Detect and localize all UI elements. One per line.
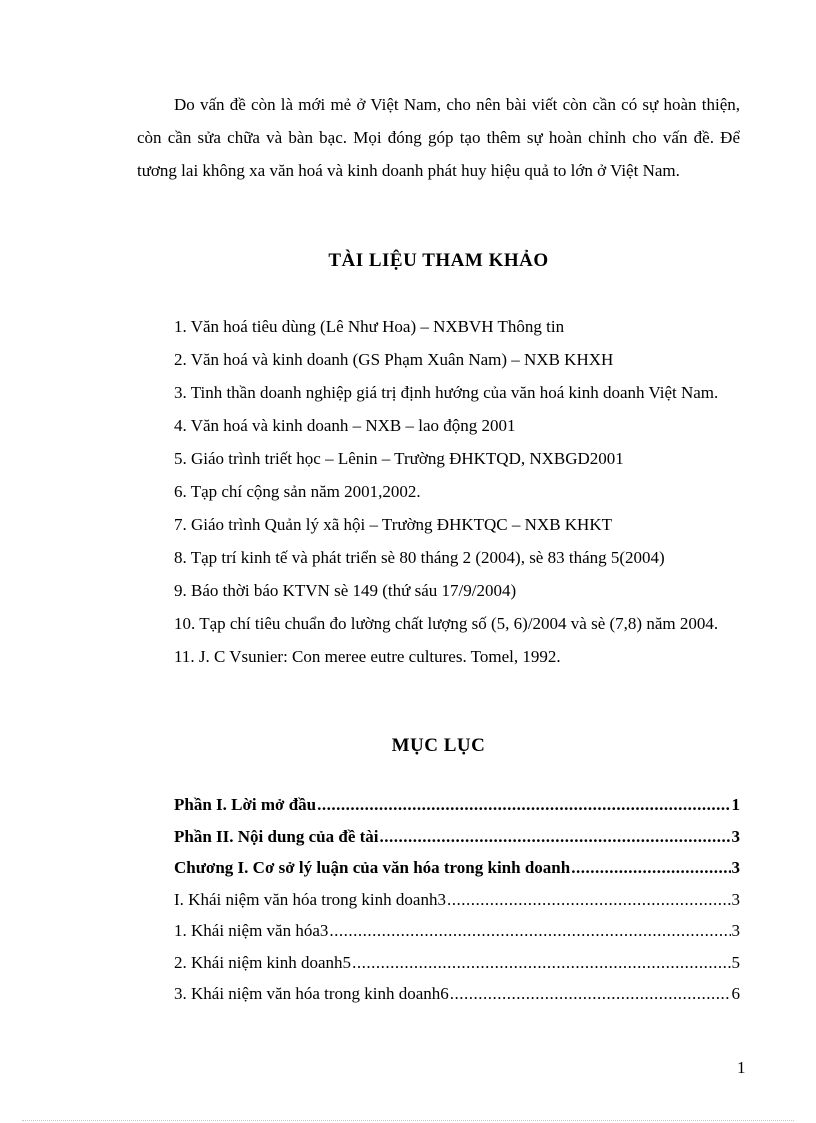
reference-item: 9. Báo thời báo KTVN sè 149 (thứ sáu 17/9/2004) [174,581,517,600]
reference-item: 6. Tạp chí cộng sản năm 2001,2002. [174,482,421,501]
toc-entry-page: 6 [731,984,740,1003]
toc-entry[interactable] [174,858,740,890]
toc-entry-text: Phần I. Lời mở đầu [174,795,317,814]
toc-entry-text: 3. Khái niệm văn hóa trong kinh doanh6 [174,984,449,1003]
toc-leader-dots [380,827,731,847]
toc-entry-page: 5 [731,952,740,972]
toc-entry-text: Chương I. Cơ sở lý luận của văn hóa trong kinh doanh [174,858,571,877]
toc-entry-text: 2. Khái niệm kinh doanh5 [174,952,352,972]
reference-item: 10. Tạp chí tiêu chuẩn đo lường chất lượng số (5, 6)/2004 và sè (7,8) năm 2004. [174,614,719,633]
reference-item: 5. Giáo trình triết học – Lênin – Trường ĐHKTQD, NXBGD2001 [174,449,624,468]
reference-item: 8. Tạp trí kinh tế và phát triển sè 80 tháng 2 (2004), sè 83 tháng 5(2004) [174,548,665,567]
toc-entry[interactable] [174,953,740,985]
toc-title: MỤC LỤC [391,735,486,756]
toc-leader-dots [317,795,730,815]
reference-item: 3. Tinh thần doanh nghiệp giá trị định hướng của văn hoá kinh doanh Việt Nam. [174,383,719,402]
toc-entry[interactable] [174,795,740,827]
toc-entry-page: 3 [731,826,740,846]
references-list [137,310,740,673]
page-number: 1 [737,1058,746,1077]
toc-entry-page: 3 [731,921,740,940]
page-bottom-divider [22,1120,794,1121]
reference-item: 7. Giáo trình Quản lý xã hội – Trường ĐHKTQC – NXB KHKT [174,515,612,534]
intro-section [137,88,740,187]
reference-item: 11. J. C Vsunier: Con meree eutre cultures. Tomel, 1992. [174,647,561,666]
toc-entry-page: 1 [731,795,740,814]
toc-entry-text: I. Khái niệm văn hóa trong kinh doanh3 [174,889,446,909]
toc-leader-dots [450,984,731,1004]
references-title: TÀI LIỆU THAM KHẢO [328,250,549,271]
toc-entry-text: Phần II. Nội dung của đề tài [174,826,379,846]
reference-item: 1. Văn hoá tiêu dùng (Lê Như Hoa) – NXBVH Thông tin [174,317,565,336]
toc-entry[interactable] [174,890,740,922]
table-of-contents [174,795,740,1016]
toc-entry-page: 3 [731,858,740,877]
reference-item: 4. Văn hoá và kinh doanh – NXB – lao động 2001 [174,416,516,435]
toc-entry[interactable] [174,827,740,859]
toc-leader-dots [571,858,730,878]
reference-item: 2. Văn hoá và kinh doanh (GS Phạm Xuân Nam) – NXB KHXH [174,350,614,369]
toc-entry-text: 1. Khái niệm văn hóa3 [174,921,329,940]
intro-paragraph: Do vấn đề còn là mới mẻ ở Việt Nam, cho nên bài viết còn cần có sự hoàn thiện, còn cần sửa chữa và bàn bạc. Mọi đóng góp tạo thêm sự hoàn chỉnh cho vấn đề. Để tương lai không xa văn hoá và kinh doanh phát huy hiệu quả to lớn ở Việt Nam. [137,95,740,180]
toc-leader-dots [329,921,730,941]
toc-entry[interactable] [174,921,740,953]
toc-entry-page: 3 [731,889,740,909]
toc-entry[interactable] [174,984,740,1016]
toc-leader-dots [447,890,731,910]
toc-leader-dots [352,953,730,973]
